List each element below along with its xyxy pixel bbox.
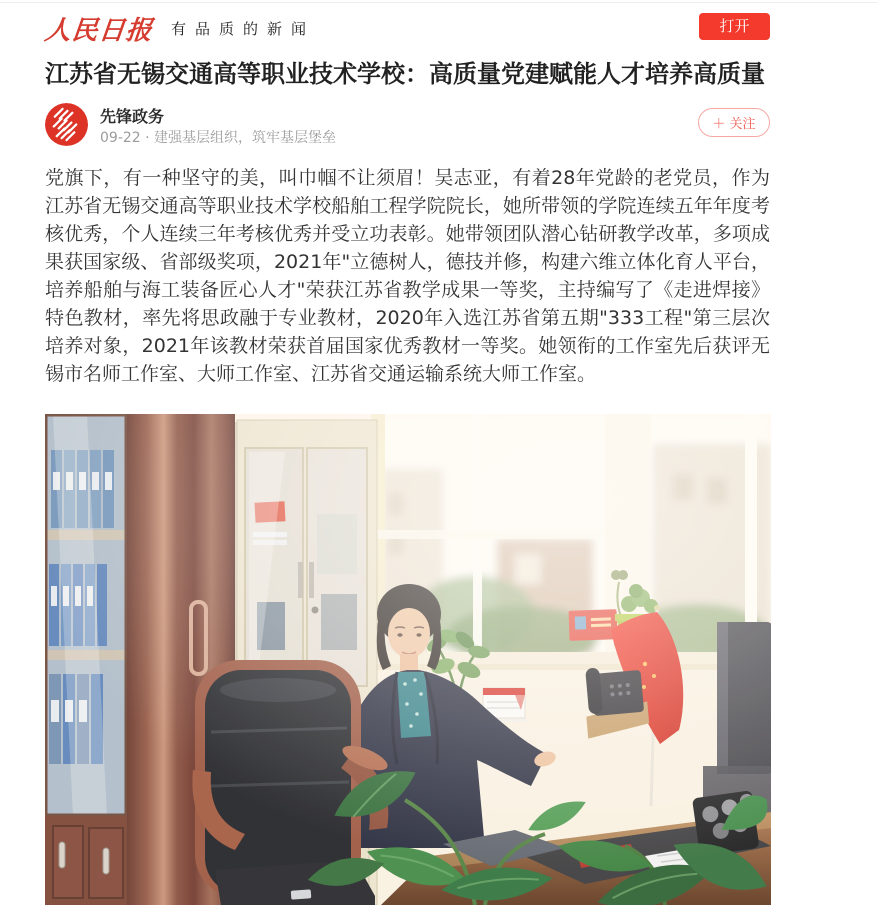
brand-tagline: 有品质的新闻 <box>171 19 316 38</box>
follow-button[interactable]: ＋ 关注 <box>698 108 770 137</box>
author-avatar[interactable] <box>45 103 88 146</box>
photo-warm-tint <box>45 414 771 905</box>
office-photo-illustration <box>45 414 771 905</box>
article-title: 江苏省无锡交通高等职业技术学校：高质量党建赋能人才培养高质量 <box>45 60 765 88</box>
header-brand <box>45 12 315 44</box>
open-app-button[interactable]: 打开 <box>699 13 770 40</box>
article-photo[interactable] <box>45 414 771 905</box>
article-body: 党旗下，有一种坚守的美，叫巾帼不让须眉！吴志亚，有着28年党龄的老党员，作为江苏省无锡交通高等职业技术学校船舶工程学院院长，她所带领的学院连续五年年度考核优秀，个人连续三年考核优秀并受立功表彰。她带领团队潜心钻研教学改革，多项成果获国家级、省部级奖项，2021年"立德树人，德技并修，构建六维立体化育人平台，培养船舶与海工装备匠心人才"荣获江苏省教学成果一等奖，主持编写了《走进焊接》特色教材，率先将思政融于专业教材，2020年入选江苏省第五期"333工程"第三层次培养对象，2021年该教材荣获首届国家优秀教材一等奖。她领衔的工作室先后获评无锡市名师工作室、大师工作室、江苏省交通运输系统大师工作室。 <box>45 167 770 385</box>
author-meta: 09-22 · 建强基层组织，筑牢基层堡垒 <box>100 130 337 146</box>
author-name[interactable]: 先锋政务 <box>100 107 165 126</box>
content-column <box>45 0 770 905</box>
avatar-logo-icon <box>45 103 88 146</box>
people-daily-logo: 人民日报 <box>43 15 155 46</box>
